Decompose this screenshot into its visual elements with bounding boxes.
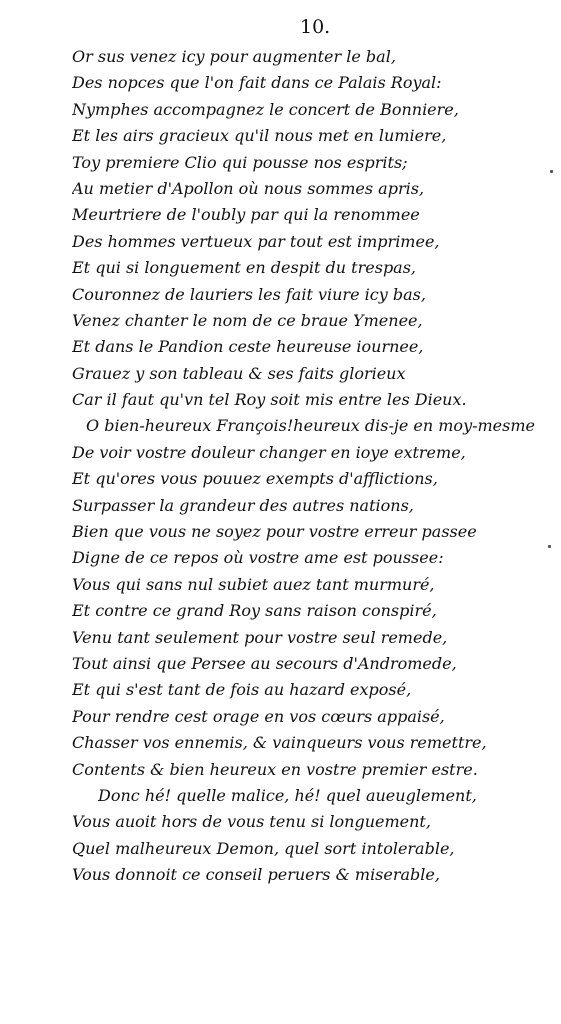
verse-line: Venu tant seulement pour vostre seul remede,	[72, 627, 448, 647]
verse-line: Des nopces que l'on fait dans ce Palais Royal:	[72, 73, 442, 93]
verse-line: Grauez y son tableau & ses faits glorieux	[72, 363, 406, 383]
verse-line: Chasser vos ennemis, & vainqueurs vous remettre,	[72, 733, 487, 753]
verse-line: Tout ainsi que Persee au secours d'Andromede,	[72, 653, 457, 673]
margin-speck	[550, 170, 553, 173]
verse-line: Contents & bien heureux en vostre premier estre.	[72, 759, 478, 779]
verse-line: De voir vostre douleur changer en ioye extreme,	[72, 442, 466, 462]
verse-line: Bien que vous ne soyez pour vostre erreur passee	[72, 522, 477, 542]
verse-line: Et qu'ores vous pouuez exempts d'afflictions,	[72, 469, 438, 489]
verse-line: Surpasser la grandeur des autres nations,	[72, 495, 414, 515]
verse-line: Car il faut qu'vn tel Roy soit mis entre les Dieux.	[72, 390, 467, 410]
verse-line: Et qui si longuement en despit du trespas,	[72, 258, 417, 278]
verse-line: Couronnez de lauriers les fait viure icy bas,	[72, 284, 426, 304]
verse-line: Digne de ce repos où vostre ame est poussee:	[72, 548, 444, 568]
verse-line: Et dans le Pandion ceste heureuse iournee,	[72, 337, 424, 357]
verse-line: Des hommes vertueux par tout est imprimee,	[72, 231, 440, 251]
verse-line: Et les airs gracieux qu'il nous met en lumiere,	[72, 126, 447, 146]
verse-line: Vous donnoit ce conseil peruers & miserable,	[72, 865, 440, 885]
verse-line: Pour rendre cest orage en vos cœurs appaisé,	[72, 706, 445, 726]
verse-line: Venez chanter le nom de ce braue Ymenee,	[72, 310, 423, 330]
margin-speck	[548, 545, 551, 548]
verse-line: O bien-heureux François!heureux dis-je en moy-mesme	[86, 416, 535, 436]
verse-line: Quel malheureux Demon, quel sort intolerable,	[72, 838, 455, 858]
verse-line: Vous qui sans nul subiet auez tant murmuré,	[72, 574, 435, 594]
page-number: 10.	[300, 16, 331, 38]
verse-block	[72, 44, 552, 889]
verse-line: Or sus venez icy pour augmenter le bal,	[72, 47, 396, 66]
verse-line: Toy premiere Clio qui pousse nos esprits;	[72, 152, 408, 172]
verse-line: Meurtriere de l'oubly par qui la renommee	[72, 205, 420, 225]
verse-line: Vous auoit hors de vous tenu si longuement,	[72, 812, 431, 832]
verse-line: Et qui s'est tant de fois au hazard exposé,	[72, 680, 412, 700]
verse-line: Et contre ce grand Roy sans raison conspiré,	[72, 601, 437, 621]
verse-line: Au metier d'Apollon où nous sommes apris,	[72, 178, 425, 198]
verse-line: Nymphes accompagnez le concert de Bonniere,	[72, 99, 459, 119]
verse-line: Donc hé! quelle malice, hé! quel aueuglement,	[98, 785, 477, 805]
